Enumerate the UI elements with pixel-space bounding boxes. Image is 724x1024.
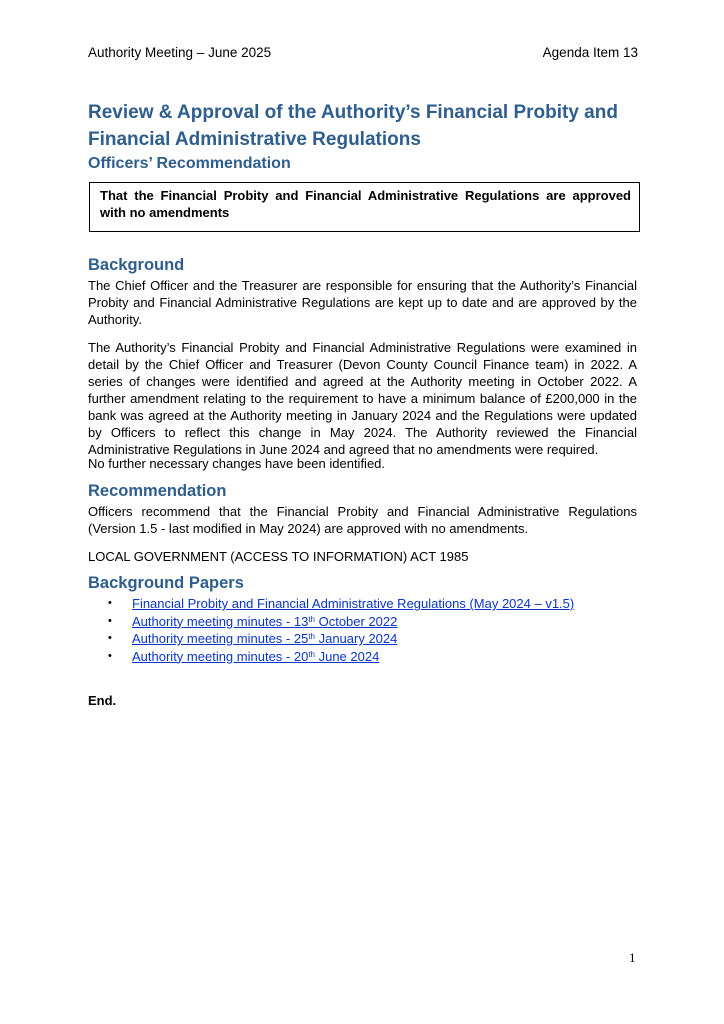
page-title: Review & Approval of the Authority’s Financial Probity and Financial Administrative Regulations	[88, 102, 618, 150]
background-papers-heading: Background Papers	[88, 574, 244, 592]
officers-recommendation-heading: Officers’ Recommendation	[88, 155, 291, 172]
list-item	[108, 613, 681, 631]
background-paragraph-3: No further necessary changes have been identified.	[88, 456, 386, 471]
recommendation-paragraph: Officers recommend that the Financial Probity and Financial Administrative Regulations (Version 1.5 - last modified in May 2024) are approved with no amendments.	[88, 504, 637, 536]
recommendation-heading: Recommendation	[88, 482, 227, 500]
recommendation-box-text: That the Financial Probity and Financial Administrative Regulations are approved with no amendments	[100, 188, 631, 220]
end-marker: End.	[88, 693, 117, 708]
link-financial-regulations[interactable]: Financial Probity and Financial Administrative Regulations (May 2024 – v1.5)	[132, 596, 575, 611]
background-papers-list	[88, 595, 681, 665]
act-reference: LOCAL GOVERNMENT (ACCESS TO INFORMATION) ACT 1985	[88, 549, 469, 564]
header-meeting-label: Authority Meeting – June 2025	[88, 45, 272, 60]
bullet-icon: •	[108, 632, 112, 644]
background-paragraph-2: The Authority’s Financial Probity and Financial Administrative Regulations were examined in detail by the Chief Officer and Treasurer (Devon County Council Finance team) in 2022. A series of changes were identified and agreed at the Authority meeting in October 2022. A further amendment relating to the requirement to have a minimum balance of £200,000 in the bank was agreed at the Authority meeting in January 2024 and the Regulations were updated by Officers to reflect this change in May 2024. The Authority reviewed the Financial Administrative Regulations in June 2024 and agreed that no amendments were required.	[88, 340, 637, 457]
bullet-icon: •	[108, 649, 112, 662]
background-heading: Background	[88, 256, 185, 274]
link-minutes-jan-2024[interactable]: Authority meeting minutes - 25th January 2024	[132, 631, 398, 646]
link-minutes-jun-2024[interactable]: Authority meeting minutes - 20th June 2024	[132, 648, 380, 664]
page-number: 1	[629, 950, 636, 965]
list-item	[108, 630, 681, 648]
recommendation-box	[89, 182, 640, 232]
list-item	[108, 648, 681, 666]
bullet-icon: •	[108, 614, 112, 627]
background-paragraph-1: The Chief Officer and the Treasurer are responsible for ensuring that the Authority’s Financial Probity and Financial Administrative Regulations are kept up to date and are approved by the Authority.	[88, 278, 637, 327]
list-item	[108, 595, 681, 613]
link-minutes-oct-2022[interactable]: Authority meeting minutes - 13th October 2022	[132, 613, 398, 629]
bullet-icon: •	[108, 597, 112, 609]
header-agenda-item: Agenda Item 13	[542, 45, 638, 60]
